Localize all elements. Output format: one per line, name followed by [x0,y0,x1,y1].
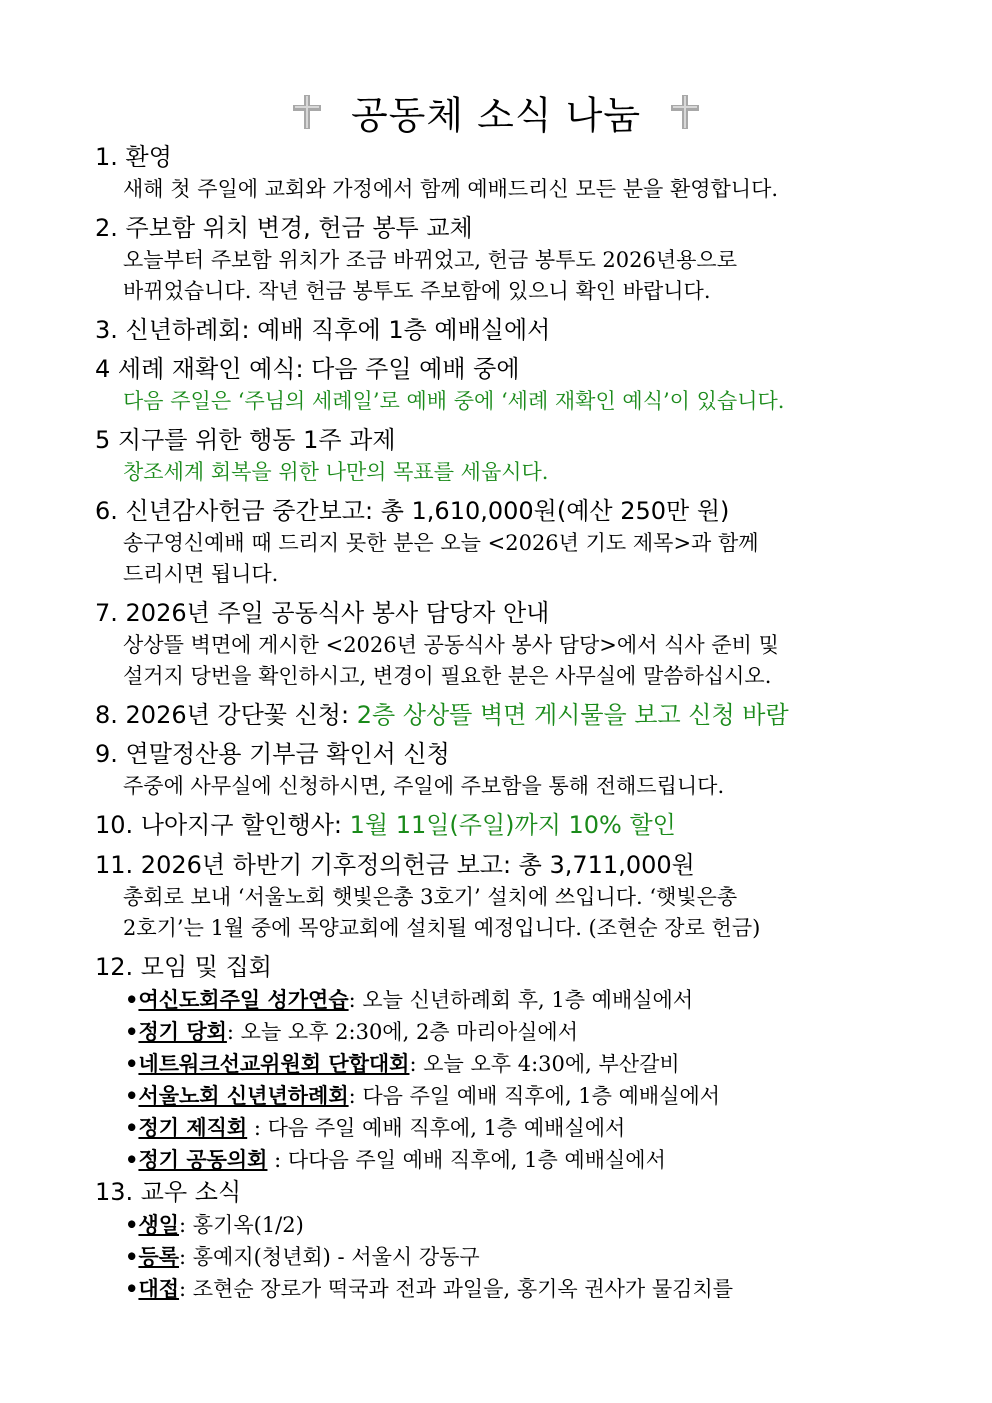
item-heading: 7. 2026년 주일 공동식사 봉사 담당자 안내 [95,599,550,627]
item-heading: 11. 2026년 하반기 기후정의헌금 보고: 총 3,711,000원 [95,851,695,879]
item-heading [95,808,915,842]
meeting-detail: : 오늘 오후 4:30에, 부산갈비 [409,1052,680,1076]
meeting-detail: : 다음 주일 예배 직후에, 1층 예배실에서 [348,1084,721,1108]
page-title: 공동체 소식 나눔 [350,93,642,138]
title-row [0,88,992,141]
bullet: • [125,987,139,1012]
news-item-offering-box [95,211,915,307]
item-text: 새해 첫 주일에 교회와 가정에서 함께 예배드리신 모든 분을 환영합니다. [123,177,779,201]
news-item-donation-receipt [95,737,915,802]
item-text: 드리시면 됩니다. [123,562,279,586]
news-item-baptism-reaffirmation [95,352,915,417]
item-text: 송구영신예배 때 드리지 못한 분은 오늘 <2026년 기도 제목>과 함께 [123,531,759,555]
member-news-entry [95,1209,915,1241]
meeting-detail: : 다음 주일 예배 직후에, 1층 예배실에서 [247,1116,626,1140]
news-item-meal-service [95,596,915,692]
item-text: 상상뜰 벽면에 게시한 <2026년 공동식사 봉사 담당>에서 식사 준비 및 [123,633,779,657]
item-text: 2호기’는 1월 중에 목양교회에 설치될 예정입니다. (조현순 장로 헌금) [123,916,761,940]
item-heading: 9. 연말정산용 기부금 확인서 신청 [95,740,450,768]
meeting-label: 네트워크선교위원회 단합대회 [138,1051,410,1076]
news-item-thanksgiving-offering [95,494,915,590]
bullet: • [125,1051,139,1076]
bullet: • [125,1276,139,1301]
meeting-entry [95,1080,915,1112]
news-item-earth-action [95,423,915,488]
item-heading-label: 8. 2026년 강단꽃 신청: [95,701,357,729]
item-heading-note: 1월 11일(주일)까지 10% 할인 [349,811,676,839]
item-heading: 1. 환영 [95,143,172,171]
item-text: 주중에 사무실에 신청하시면, 주일에 주보함을 통해 전해드립니다. [123,774,725,798]
meeting-entry [95,1016,915,1048]
item-text: 바뀌었습니다. 작년 헌금 봉투도 주보함에 있으니 확인 바랍니다. [123,279,711,303]
meeting-entry [95,1048,915,1080]
member-news-detail: : 홍기옥(1/2) [179,1213,304,1237]
meeting-detail: : 다다음 주일 예배 직후에, 1층 예배실에서 [267,1148,666,1172]
item-heading: 13. 교우 소식 [95,1178,242,1206]
item-heading [95,698,915,732]
item-text: 총회로 보내 ‘서울노회 햇빛은총 3호기’ 설치에 쓰입니다. ‘햇빛은총 [123,885,738,909]
cross-icon [293,91,321,141]
news-item-climate-justice-offering [95,848,915,944]
news-item-welcome [95,140,915,205]
member-news-label: 생일 [138,1212,180,1237]
meeting-entry [95,984,915,1016]
meeting-label: 서울노회 신년년하례회 [138,1083,349,1108]
item-heading: 12. 모임 및 집회 [95,953,272,981]
meeting-detail: : 오늘 신년하례회 후, 1층 예배실에서 [348,988,694,1012]
member-news-detail: : 조현순 장로가 떡국과 전과 과일을, 홍기옥 권사가 물김치를 [179,1277,734,1301]
item-heading: 6. 신년감사헌금 중간보고: 총 1,610,000원(예산 250만 원) [95,497,730,525]
meeting-detail: : 오늘 오후 2:30에, 2층 마리아실에서 [226,1020,578,1044]
meeting-entry [95,1112,915,1144]
news-item-member-news [95,1175,915,1305]
item-text: 오늘부터 주보함 위치가 조금 바뀌었고, 헌금 봉투도 2026년용으로 [123,248,737,272]
bullet: • [125,1212,139,1237]
meeting-label: 정기 공동의회 [138,1147,268,1172]
item-text: 설거지 당번을 확인하시고, 변경이 필요한 분은 사무실에 말씀하십시오. [123,664,772,688]
member-news-detail: : 홍예지(청년회) - 서울시 강동구 [179,1245,480,1269]
item-text: 창조세계 회복을 위한 나만의 목표를 세웁시다. [123,460,549,484]
cross-icon [671,91,699,141]
bullet: • [125,1019,139,1044]
member-news-entry [95,1273,915,1305]
member-news-entry [95,1241,915,1273]
meeting-entry [95,1144,915,1176]
meeting-label: 여신도회주일 성가연습 [138,987,349,1012]
member-news-label: 등록 [138,1244,180,1269]
item-heading: 4 세례 재확인 예식: 다음 주일 예배 중에 [95,355,520,383]
news-item-altar-flowers [95,698,915,732]
news-item-new-year-reception [95,313,915,347]
item-text: 다음 주일은 ‘주님의 세례일’로 예배 중에 ‘세례 재확인 예식’이 있습니다. [123,389,785,413]
bullet: • [125,1244,139,1269]
item-heading: 2. 주보함 위치 변경, 헌금 봉투 교체 [95,214,473,242]
member-news-label: 대접 [138,1276,180,1301]
news-item-naaji-sale [95,808,915,842]
item-heading: 3. 신년하례회: 예배 직후에 1층 예배실에서 [95,316,551,344]
meeting-label: 정기 제직회 [138,1115,248,1140]
news-item-meetings [95,950,915,1176]
meeting-label: 정기 당회 [138,1019,227,1044]
bullet: • [125,1147,139,1172]
item-heading-note: 2층 상상뜰 벽면 게시물을 보고 신청 바람 [356,701,789,729]
item-heading-label: 10. 나아지구 할인행사: [95,811,350,839]
item-heading: 5 지구를 위한 행동 1주 과제 [95,426,396,454]
bullet: • [125,1083,139,1108]
bullet: • [125,1115,139,1140]
